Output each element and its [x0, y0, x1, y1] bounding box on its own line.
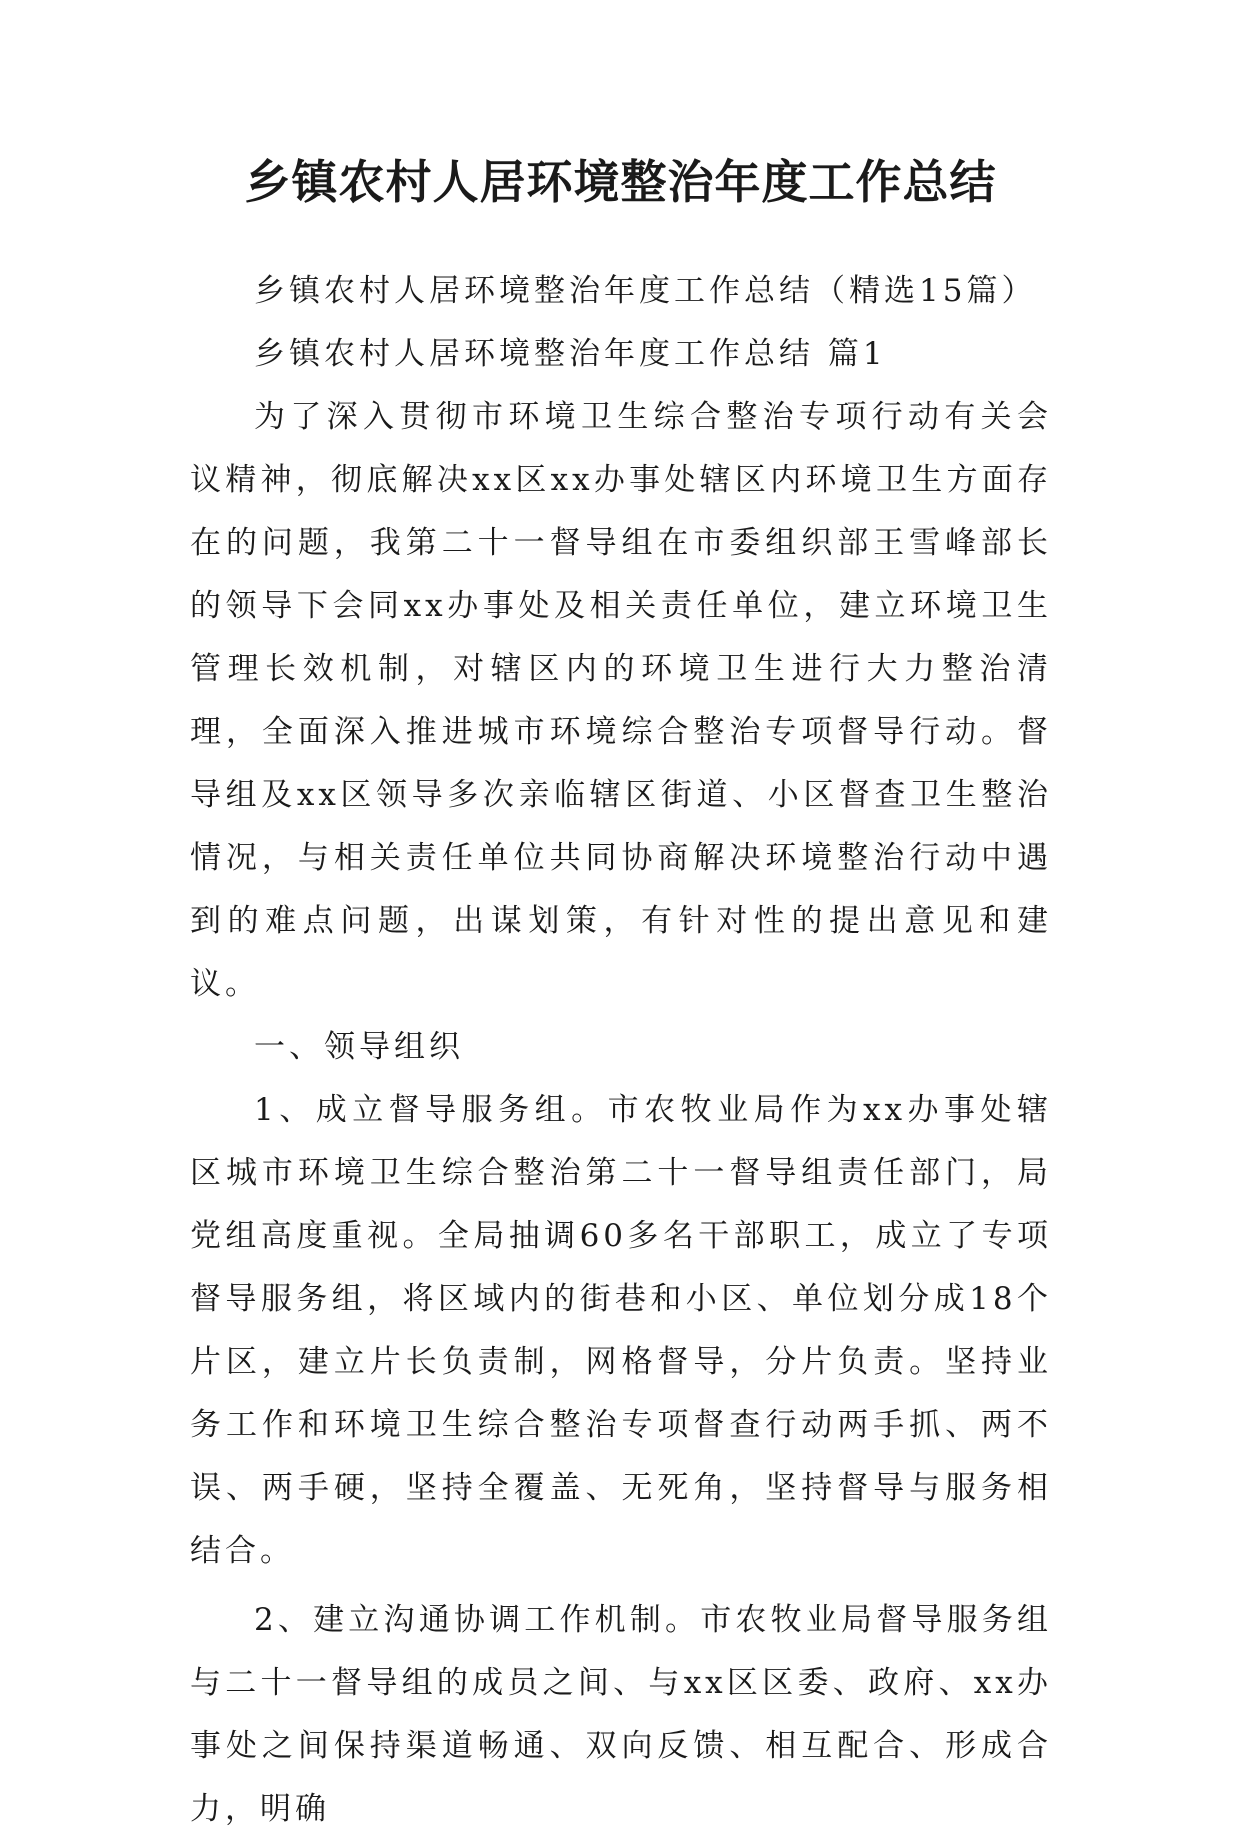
intro-paragraph: 为了深入贯彻市环境卫生综合整治专项行动有关会议精神，彻底解决xx区xx办事处辖区内环境卫生方面存在的问题，我第二十一督导组在市委组织部王雪峰部长的领导下会同xx办事处及相关责任单位，建立环境卫生管理长效机制，对辖区内的环境卫生进行大力整治清理，全面深入推进城市环境综合整治专项督导行动。督导组及xx区领导多次亲临辖区街道、小区督查卫生整治情况，与相关责任单位共同协商解决环境整治行动中遇到的难点问题，出谋划策，有针对性的提出意见和建议。 [190, 399, 1052, 1002]
document-body [190, 260, 1052, 1841]
section-heading-paragraph: 乡镇农村人居环境整治年度工作总结 篇1 [254, 336, 887, 372]
document-title: 乡镇农村人居环境整治年度工作总结 [244, 155, 997, 209]
item-2-paragraph: 2、建立沟通协调工作机制。市农牧业局督导服务组与二十一督导组的成员之间、与xx区区委、政府、xx办事处之间保持渠道畅通、双向反馈、相互配合、形成合力，明确 [190, 1602, 1052, 1827]
item-1-paragraph: 1、成立督导服务组。市农牧业局作为xx办事处辖区城市环境卫生综合整治第二十一督导组责任部门，局党组高度重视。全局抽调60多名干部职工，成立了专项督导服务组，将区域内的街巷和小区、单位划分成18个片区，建立片长负责制，网格督导，分片负责。坚持业务工作和环境卫生综合整治专项督查行动两手抓、两不误、两手硬，坚持全覆盖、无死角，坚持督导与服务相结合。 [190, 1092, 1052, 1569]
heading-leadership-organization: 一、领导组织 [254, 1029, 464, 1065]
subtitle-paragraph: 乡镇农村人居环境整治年度工作总结（精选15篇） [254, 273, 1037, 309]
